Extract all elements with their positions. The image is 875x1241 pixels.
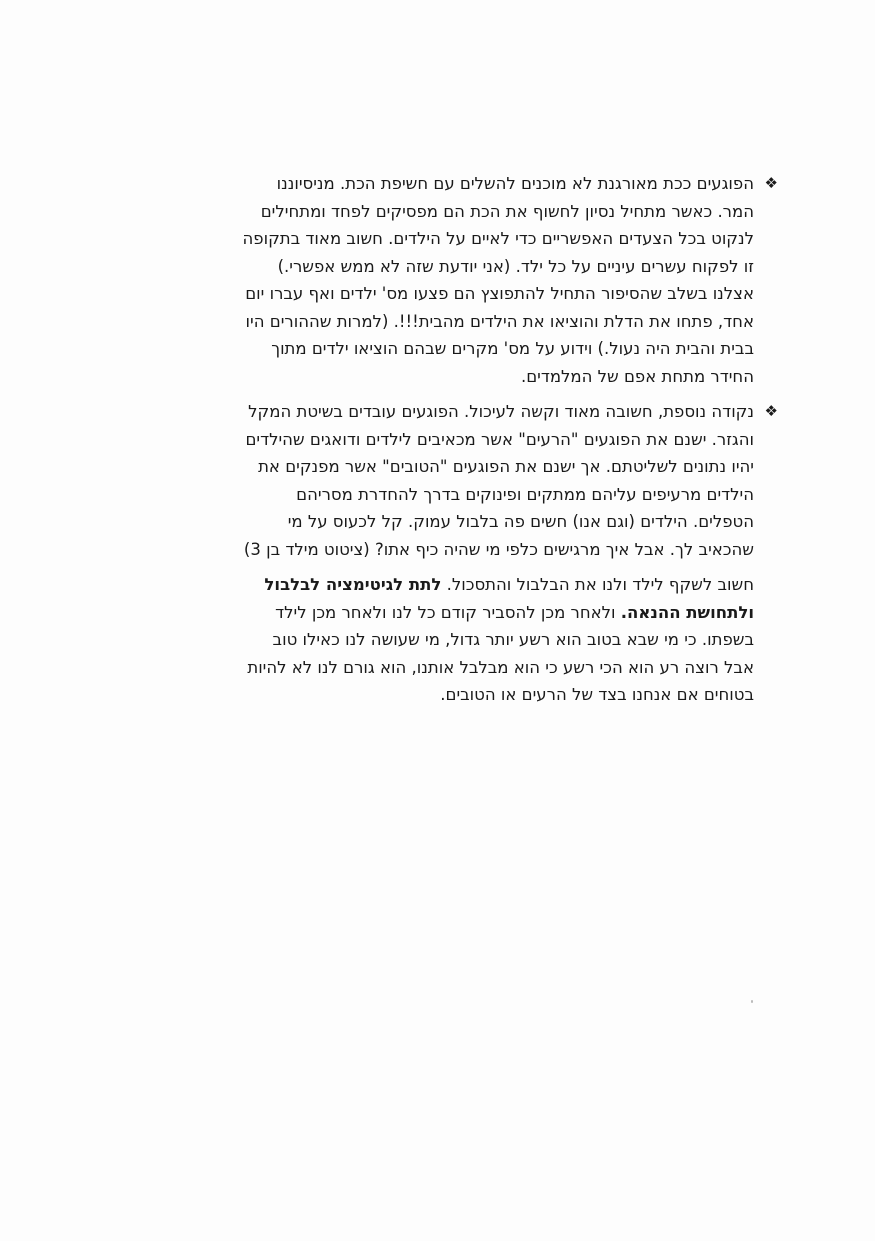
text-line xyxy=(134,599,754,627)
text-line: שהכאיב לך. אבל איך מרגישים כלפי מי שהיה כיף אתו? (ציטוט מילד בן 3) xyxy=(243,539,754,559)
text-line: הטפלים. הילדים (וגם אנו) חשים פה בלבול עמוק. קל לכעוס על מי xyxy=(287,512,754,531)
text-line xyxy=(134,571,754,599)
text-line: אבל רוצה רע הוא הכי רשע כי הוא מבלבל אותנו, הוא גורם לנו לא להיות xyxy=(247,657,754,677)
paragraph-cult-exposure xyxy=(134,170,778,390)
paragraph-carrot-and-stick xyxy=(134,398,778,563)
text-line: החידר מתחת אפם של המלמדים. xyxy=(520,366,754,386)
text-line: הפוגעים ככת מאורגנת לא מוכנים להשלים עם חשיפת הכת. מניסיוננו xyxy=(276,174,754,193)
text-line: יהיו נתונים לשליטתם. אך ישנם את הפוגעים "הטובים" אשר מפנקים את xyxy=(258,457,754,476)
text-line: המר. כאשר מתחיל נסיון לחשוף את הכת הם מפסיקים לפחד ומתחילים xyxy=(260,201,754,221)
text-run: ולאחר מכן להסביר קודם כל לנו ולאחר מכן לילד xyxy=(275,602,621,622)
text-run: חשוב לשקף לילד ולנו את הבלבול והתסכול. xyxy=(441,575,754,594)
text-line: לנקוט בכל הצעדים האפשריים כדי לאיים על הילדים. חשוב מאוד בתקופה xyxy=(242,229,754,248)
bold-emphasis: לתת לגיטימציה לבלבול xyxy=(264,575,442,594)
scan-speck xyxy=(751,1000,753,1003)
text-line: אצלנו בשלב שהסיפור התחיל להתפוצץ הם פצעו מס' ילדים ואף עברו יום xyxy=(245,284,754,303)
paragraph-reflect-confusion xyxy=(134,571,754,709)
text-line: בבית והבית היה נעול.) וידוע על מס' מקרים שבהם הוציאו ילדים מתוך xyxy=(271,339,754,358)
text-line: בשפתו. כי מי שבא בטוב הוא רשע יותר גדול, מי שעושה לנו כאילו טוב xyxy=(272,630,754,649)
text-line: והגזר. ישנם את הפוגעים "הרעים" אשר מכאיבים לילדים ודואגים שהילדים xyxy=(245,429,754,449)
text-line: נקודה נוספת, חשובה מאוד וקשה לעיכול. הפוגעים עובדים בשיטת המקל xyxy=(248,402,754,421)
text-line: זו לפקוח עשרים עיניים על כל ילד. (אני יודעת שזה לא ממש אפשרי.) xyxy=(277,256,754,276)
bold-emphasis: ולתחושת ההנאה. xyxy=(620,602,754,622)
diamond-bullet-icon: ❖ xyxy=(764,174,778,192)
text-line: אחד, פתחו את הדלת והוציאו את הילדים מהבית!!!. (למרות שההורים היו xyxy=(245,311,754,331)
diamond-bullet-icon: ❖ xyxy=(764,402,778,420)
text-line: הילדים מרעיפים עליהם ממתקים ופינוקים בדרך להחדרת מסריהם xyxy=(296,484,754,504)
text-line: בטוחים אם אנחנו בצד של הרעים או הטובים. xyxy=(440,685,754,704)
